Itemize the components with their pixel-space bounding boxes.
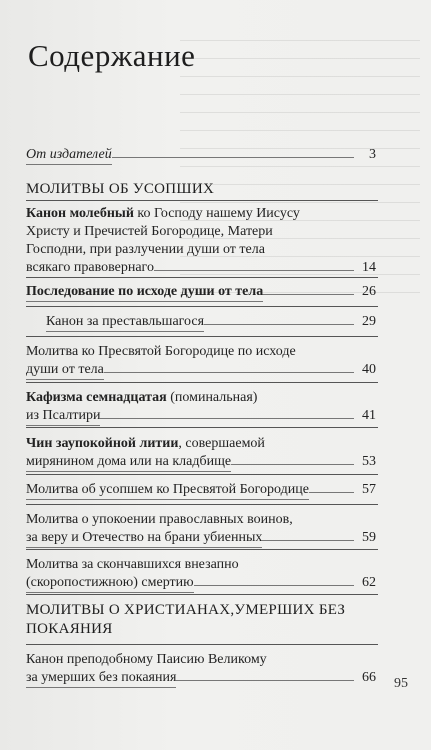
toc-entry-text: ко Господу нашему Иисусу xyxy=(133,206,300,221)
toc-entry-title xyxy=(26,283,263,302)
toc-page-number: 26 xyxy=(362,284,376,299)
toc-entry-title xyxy=(26,146,112,165)
toc-entry-title xyxy=(26,436,265,451)
toc-entry-line: из Псалтири xyxy=(26,407,100,426)
toc-entry[interactable] xyxy=(26,205,376,278)
toc-entry-line: (скоропостижною) смертию xyxy=(26,574,194,593)
toc-entry-text: , совершаемой xyxy=(178,436,265,451)
toc-entry-title xyxy=(26,206,300,221)
leader-line xyxy=(204,324,354,325)
divider xyxy=(26,549,378,550)
toc-entry-line: за веру и Отечество на брани убиенных xyxy=(26,529,262,548)
toc-entry-title xyxy=(46,313,204,332)
toc-entry[interactable] xyxy=(26,481,376,500)
section-heading-line: МОЛИТВЫ О ХРИСТИАНАХ, xyxy=(26,602,235,618)
leader-line xyxy=(309,492,354,493)
toc-entry-italic-title: От издателей xyxy=(26,147,112,162)
divider xyxy=(26,644,378,645)
toc-entry-bold-title: Последование по исходе души от тела xyxy=(26,284,264,299)
toc-entry-text: Молитва о упокоении православных воинов, xyxy=(26,512,293,527)
leader-line xyxy=(176,680,354,681)
divider xyxy=(26,382,378,383)
toc-page-number: 66 xyxy=(362,670,376,685)
toc-entry-text: Канон преподобному Паисию Великому xyxy=(26,652,267,667)
toc-entry-title xyxy=(26,557,239,572)
toc-entry[interactable] xyxy=(26,283,376,302)
section-heading-line: МОЛИТВЫ ОБ УСОПШИХ xyxy=(26,181,215,197)
toc-entry[interactable] xyxy=(26,343,376,380)
toc-page-number: 53 xyxy=(362,454,376,469)
toc-entry-line: души от тела xyxy=(26,361,104,380)
toc-entry-title xyxy=(26,512,293,527)
divider xyxy=(26,200,378,201)
toc-entry[interactable] xyxy=(46,313,376,332)
toc-entry-text: Молитва ко Пресвятой Богородице по исходе xyxy=(26,344,296,359)
toc-entry-line: всякаго правовернаго xyxy=(26,259,154,278)
section-heading xyxy=(26,601,376,639)
divider xyxy=(26,504,378,505)
toc-entry-line: Господни, при разлучении души от тела xyxy=(26,242,265,257)
section-heading-line: УМЕРШИХ БЕЗ ПОКАЯНИЯ xyxy=(26,602,346,637)
divider xyxy=(26,594,378,595)
page-title: Содержание xyxy=(28,38,196,73)
toc-page-number: 40 xyxy=(362,362,376,377)
leader-line xyxy=(262,540,354,541)
toc-entry-text: Молитва об усопшем ко Пресвятой Богородице xyxy=(26,482,309,497)
toc-page-number: 3 xyxy=(369,147,376,162)
toc-entry-title xyxy=(26,481,309,500)
leader-line xyxy=(231,464,354,465)
toc-entry-bold-title: Кафизма семнадцатая xyxy=(26,390,167,405)
toc-entry-title xyxy=(26,344,296,359)
toc-entry[interactable] xyxy=(26,511,376,548)
toc-page-number: 59 xyxy=(362,530,376,545)
divider xyxy=(26,336,378,337)
page-number: 95 xyxy=(394,676,408,691)
toc-page-number: 14 xyxy=(362,260,376,275)
toc-entry-text: (поминальная) xyxy=(166,390,258,405)
toc-entry-line: мирянином дома или на кладбище xyxy=(26,453,231,472)
leader-line xyxy=(112,157,354,158)
toc-page-number: 29 xyxy=(362,314,376,329)
leader-line xyxy=(263,294,354,295)
toc-entry-title xyxy=(26,652,267,667)
toc-entry-bold-title: Канон молебный xyxy=(26,206,134,221)
toc-entry-line: за умерших без покаяния xyxy=(26,669,176,688)
leader-line xyxy=(100,418,354,419)
toc-entry-text: Молитва за скончавшихся внезапно xyxy=(26,557,239,572)
toc-page-number: 62 xyxy=(362,575,376,590)
toc-entry-text: Канон за преставльшагося xyxy=(46,314,205,329)
leader-line xyxy=(154,270,354,271)
toc-entry[interactable] xyxy=(26,651,376,688)
divider xyxy=(26,474,378,475)
leader-line xyxy=(104,372,354,373)
toc-entry-bold-title: Чин заупокойной литии xyxy=(26,436,179,451)
toc-entry-line: Христу и Пречистей Богородице, Матери xyxy=(26,224,273,239)
divider xyxy=(26,427,378,428)
toc-entry[interactable] xyxy=(26,435,376,472)
divider xyxy=(26,306,378,307)
divider xyxy=(26,277,378,278)
toc-entry[interactable] xyxy=(26,556,376,593)
toc-entry[interactable] xyxy=(26,389,376,426)
leader-line xyxy=(194,585,354,586)
toc-entry-title xyxy=(26,390,257,405)
toc-page-number: 57 xyxy=(362,482,376,497)
toc-entry[interactable] xyxy=(26,146,376,165)
section-heading xyxy=(26,180,376,199)
toc-page-number: 41 xyxy=(362,408,376,423)
